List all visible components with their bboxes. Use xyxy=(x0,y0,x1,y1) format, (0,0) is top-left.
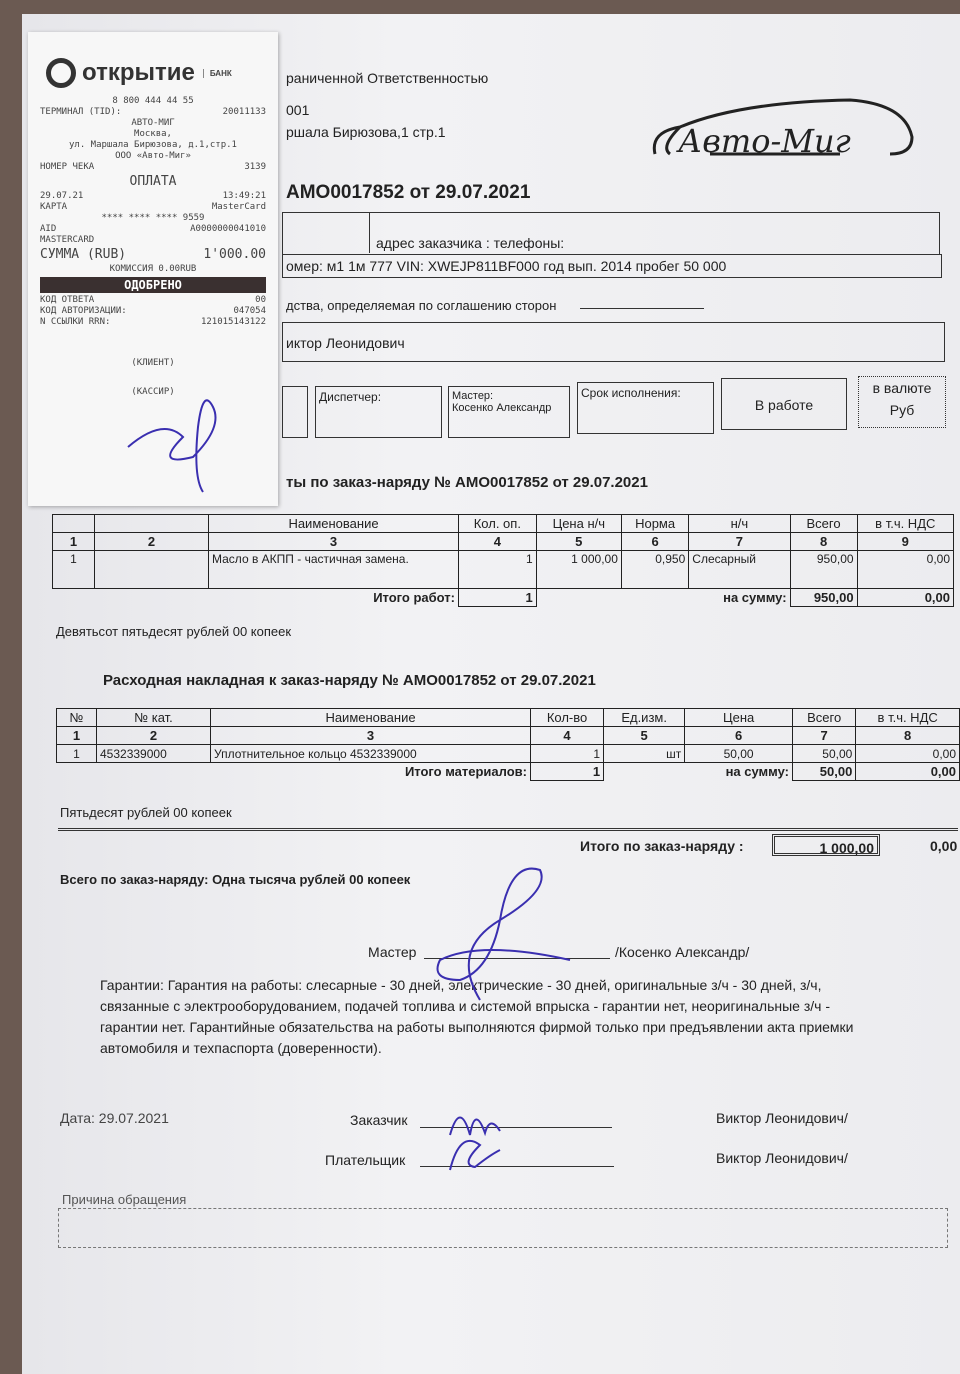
customer-name: Виктор Леонидович/ xyxy=(716,1110,848,1126)
payer-label: Плательщик xyxy=(325,1152,406,1168)
table-row: 1 4532339000 Уплотнительное кольцо 4532339000 1 шт 50,00 50,00 0,00 xyxy=(57,745,960,763)
warranty-text: Гарантии: Гарантия на работы: слесарные - 30 дней, электрические - 30 дней, оригинальные з/ч - 30 дней, з/ч, связанные с электрооборудованием, подачей топлива и системой впрыска - гарантии нет, неоригинальные з/ч - гарантии нет. Гарантийные обязательства на работы выполняются фирмой только при предъявлении акта приемки автомобиля и техпаспорта (доверенности). xyxy=(100,977,854,1056)
order-total-label: Итого по заказ-наряду : xyxy=(580,838,744,854)
works-title: ты по заказ-наряду № АМО0017852 от 29.07.2021 xyxy=(286,474,648,491)
table-row: 1 Масло в АКПП - частичная замена. 1 1 000,00 0,950 Слесарный 950,00 0,00 xyxy=(53,551,954,589)
order-total-sum: 1 000,00 xyxy=(772,834,880,856)
master-box: Мастер: Косенко Александр xyxy=(448,386,570,438)
order-title: АМО0017852 от 29.07.2021 xyxy=(286,182,531,203)
approved-badge: ОДОБРЕНО xyxy=(40,277,266,293)
works-sum-words: Девятьсот пятьдесят рублей 00 копеек xyxy=(56,624,292,639)
agreement-text: дства, определяемая по соглашению сторон xyxy=(286,298,557,313)
car-info: омер: м1 1м 777 VIN: XWEJP811BF000 год вып. 2014 пробег 50 000 xyxy=(282,254,942,278)
receipt-signature xyxy=(123,387,233,497)
card-payment-receipt: открытие БАНК 8 800 444 44 55 ТЕРМИНАЛ (TID): 20011133 АВТО-МИГ Москва, ул. Маршала Бирюзова, д.1,стр.1 ООО «Авто-Миг» НОМЕР ЧЕКА 3139 ОПЛАТА 29.07.21 13:49:21 КАРТА MasterCard **** **** **** 9559 AID A0000000041010 MASTERCARD СУММА (RUB) 1'000.00 КОМИССИЯ 0.00RUB ОДОБРЕНО КОД ОТВЕТА 00 КОД АВТОРИЗАЦИИ: 047054 N ССЫЛКИ RRN: 121015143122 (КЛИЕНТ) (КАССИР) xyxy=(28,32,278,506)
materials-table: № № кат. Наименование Кол-во Ед.изм. Цена Всего в т.ч. НДС 1 2 3 4 5 6 7 8 1 4532339000 Уплотнительное кольцо 4532339000 1 шт 50,00 50,00 0,00 Итого материалов: 1 на сумму: 50,00 0,00 xyxy=(56,708,960,781)
org-code: 001 xyxy=(286,102,310,118)
auto-mig-logo: Авто-Миг xyxy=(650,92,920,172)
status-box: В работе xyxy=(721,378,847,430)
order-total-words: Всего по заказ-наряду: Одна тысяча рублей 00 копеек xyxy=(60,872,411,887)
date-label: Дата: 29.07.2021 xyxy=(60,1110,169,1126)
reason-field xyxy=(58,1208,948,1248)
reason-label: Причина обращения xyxy=(62,1192,187,1207)
client-box: адрес заказчика : телефоны: xyxy=(282,212,940,254)
currency-box: в валюте Руб xyxy=(858,376,946,428)
master-sign-name: /Косенко Александр/ xyxy=(615,944,750,960)
materials-title: Расходная накладная к заказ-наряду № АМО0017852 от 29.07.2021 xyxy=(103,672,596,689)
payer-name: Виктор Леонидович/ xyxy=(716,1150,848,1166)
works-table: Наименование Кол. оп. Цена н/ч Норма н/ч Всего в т.ч. НДС 1 2 3 4 5 6 7 8 9 1 Масло в АКПП - частичная замена. 1 1 000,00 0,950 Слесарный 950,00 0,00 Итого работ: 1 на сумму: 950,00 0,00 xyxy=(52,514,954,607)
bank-logo-icon xyxy=(46,58,76,88)
org-address: ршала Бирюзова,1 стр.1 xyxy=(286,124,446,140)
bank-logo: открытие БАНК xyxy=(28,32,278,96)
org-name: раниченной Ответственностью xyxy=(286,70,489,86)
order-total-vat: 0,00 xyxy=(930,838,958,854)
materials-sum-words: Пятьдесят рублей 00 копеек xyxy=(60,805,232,820)
deadline-box: Срок исполнения: xyxy=(577,382,714,434)
client-name: иктор Леонидович xyxy=(282,322,945,362)
customer-signature xyxy=(440,1095,520,1175)
master-signature xyxy=(420,860,580,1010)
empty-box xyxy=(282,386,308,438)
dispatcher-box: Диспетчер: xyxy=(315,386,442,438)
master-sign-label: Мастер xyxy=(368,944,417,960)
customer-label: Заказчик xyxy=(350,1112,408,1128)
